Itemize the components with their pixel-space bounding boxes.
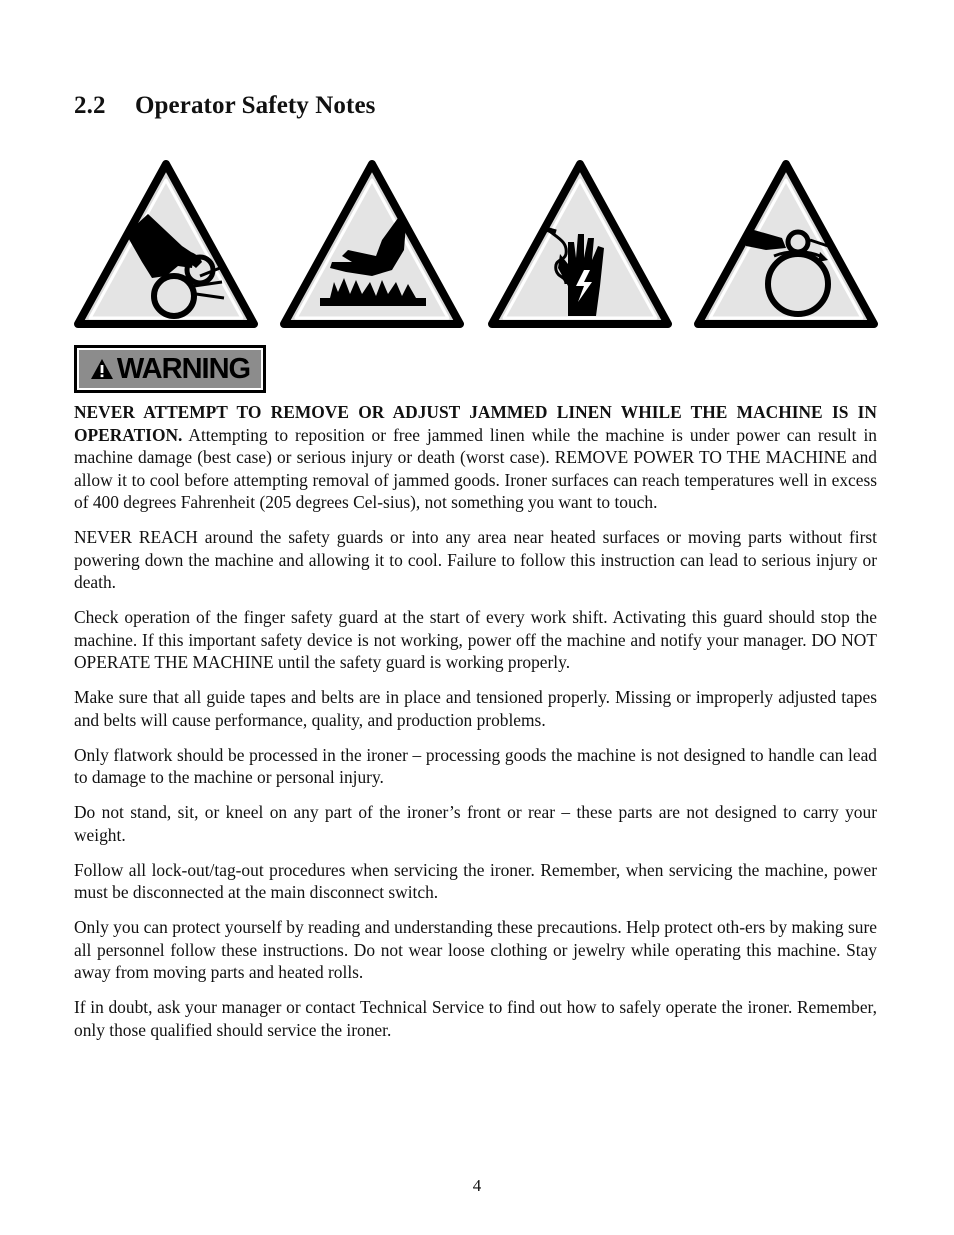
safety-paragraph: [74, 801, 877, 846]
hand-entanglement-rollers-icon: [74, 158, 258, 330]
warning-triangle-icon: [90, 358, 114, 380]
safety-paragraph: [74, 606, 877, 674]
safety-paragraph: [74, 686, 877, 731]
safety-paragraph: [74, 401, 877, 514]
paragraph-lead: NEVER ATTEMPT TO REMOVE OR ADJUST JAMMED LINEN WHILE THE MACHINE IS IN OPERATION.: [74, 402, 877, 445]
safety-paragraph: [74, 859, 877, 904]
paragraph-text: Only you can protect yourself by reading and understanding these precautions. Help protect oth-ers by making sure all personnel follow these instructions. Do not wear loose clothing or jewelry while operating this machine. Stay away from moving parts and heated rolls.: [74, 917, 877, 982]
safety-paragraph: [74, 526, 877, 594]
warning-label-text: WARNING: [116, 352, 251, 385]
section-number: 2.2: [74, 92, 106, 119]
paragraph-text: NEVER REACH around the safety guards or into any area near heated surfaces or moving parts without first powering down the machine and allowing it to cool. Failure to follow this instruction can lead to serious injury or death.: [74, 527, 877, 592]
safety-pictogram-row: [74, 158, 878, 330]
hot-surface-hand-icon: [280, 158, 464, 330]
paragraph-text: Check operation of the finger safety guard at the start of every work shift. Activating this guard should stop the machine. If this important safety device is not working, power off the machine and notify your manager. DO NOT OPERATE THE MACHINE until the safety guard is working properly.: [74, 607, 877, 672]
paragraph-text: Make sure that all guide tapes and belts are in place and tensioned properly. Missing or improperly adjusted tapes and belts will cause performance, quality, and production problems.: [74, 687, 877, 730]
roller-feed-pinch-icon: [694, 158, 878, 330]
paragraph-text: If in doubt, ask your manager or contact Technical Service to find out how to safely operate the ironer. Remember, only those qualified should service the ironer.: [74, 997, 877, 1040]
warning-label-background: [79, 350, 261, 388]
page-number: 4: [472, 1176, 482, 1195]
section-heading: [74, 92, 375, 120]
paragraph-text: Only flatwork should be processed in the ironer – processing goods the machine is not designed to handle can lead to damage to the machine or personal injury.: [74, 744, 877, 787]
paragraph-text: Do not stand, sit, or kneel on any part of the ironer’s front or rear – these parts are not designed to carry your weight.: [74, 802, 877, 845]
section-title: Operator Safety Notes: [135, 92, 376, 119]
electric-shock-hand-icon: [488, 158, 672, 330]
paragraph-text: Attempting to reposition or free jammed linen while the machine is under power can result in machine damage (best case) or serious injury or death (worst case). REMOVE POWER TO THE MACHINE and allow it to cool before attempting removal of jammed goods. Ironer surfaces can reach temperatures well in excess of 400 degrees Fahrenheit (205 degrees Cel-sius), not something you want to touch.: [74, 424, 877, 512]
safety-paragraph: [74, 744, 877, 789]
safety-paragraph: [74, 996, 877, 1041]
safety-notes-body: [74, 401, 877, 1054]
paragraph-text: Follow all lock-out/tag-out procedures when servicing the ironer. Remember, when servicing the machine, power must be disconnected at the main disconnect switch.: [74, 859, 877, 902]
safety-paragraph: [74, 916, 877, 984]
warning-label: [74, 345, 266, 393]
